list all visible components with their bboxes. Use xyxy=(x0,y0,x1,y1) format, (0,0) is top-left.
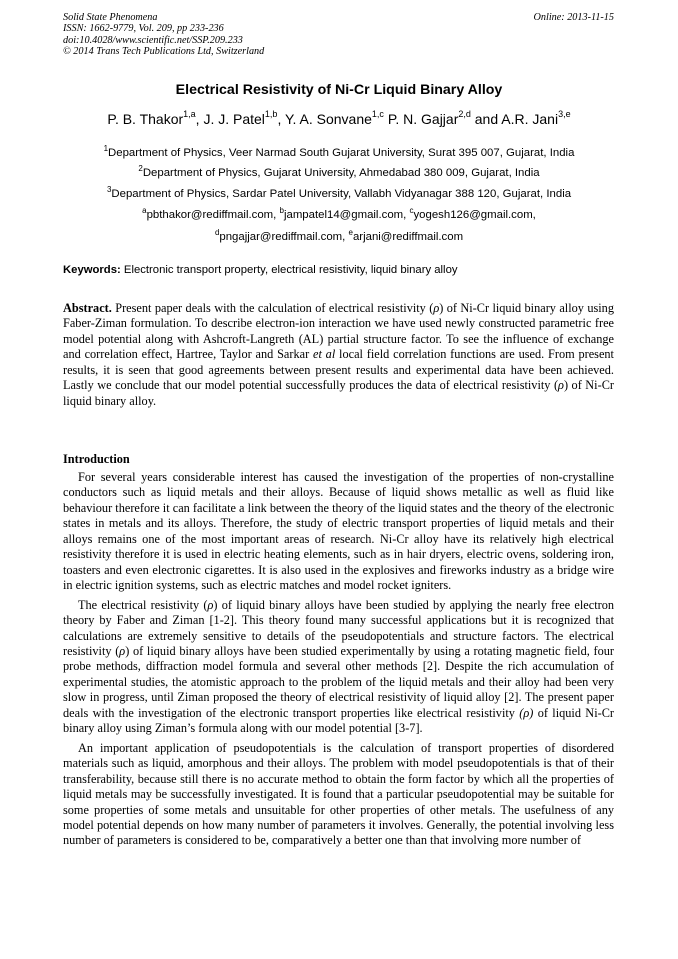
author-name: A.R. Jani xyxy=(501,111,559,127)
et-al: et al xyxy=(313,347,336,362)
email-sup: a xyxy=(142,206,147,215)
author-name: P. B. Thakor xyxy=(107,111,184,127)
issn-line: ISSN: 1662-9779, Vol. 209, pp 233-236 xyxy=(63,23,224,35)
email-sup: b xyxy=(279,206,284,215)
affiliation-text: Department of Physics, Sardar Patel University, Vallabh Vidyanagar 388 120, Gujarat, India xyxy=(111,188,572,200)
affiliation-sup: 2 xyxy=(138,164,143,173)
author-sep: and xyxy=(470,111,502,127)
journal-header xyxy=(63,12,264,57)
abstract-text: local field correlation functions are used. From present results, it is seen that good agreements between present results and experimental data have been achieved. Lastly we conclude that our model potential successfully produces the data of electrical resistivity ( xyxy=(63,347,614,393)
email-link[interactable]: arjani@rediffmail.com xyxy=(352,231,464,243)
author-name: P. N. Gajjar xyxy=(387,111,459,127)
online-date: Online: 2013-11-15 xyxy=(533,12,614,23)
affiliation-text: Department of Physics, Veer Narmad South Gujarat University, Surat 395 007, Gujarat, India xyxy=(108,147,575,159)
rho-symbol: ρ xyxy=(433,301,440,315)
author-sup: 3,e xyxy=(558,109,571,119)
email-sup: e xyxy=(348,228,353,237)
email-line-2 xyxy=(0,228,678,243)
introduction-body xyxy=(63,470,614,849)
author-name: J. J. Patel xyxy=(203,111,265,127)
keywords-label: Keywords: xyxy=(63,264,121,276)
abstract xyxy=(63,301,614,409)
abstract-paragraph xyxy=(63,301,614,409)
keywords-text: Electronic transport property, electrical resistivity, liquid binary alloy xyxy=(120,264,458,276)
paragraph-text: ) of liquid binary alloys have been studied experimentally by using a rotating magnetic field, four probe methods, diffraction model formula and several other methods [2]. Despite the rich accumulation of experimental studies, the atomistic approach to the problem of the liquid metals and their alloy had been very slow in progress, until Ziman proposed the theory of electrical resistivity of liquid alloy [2]. The present paper deals with the investigation of the electronic transport properties like electrical resistivity xyxy=(63,643,614,720)
section-heading-introduction: Introduction xyxy=(63,452,130,466)
email-link[interactable]: pbthakor@rediffmail.com, xyxy=(146,209,280,221)
affiliation-sup: 3 xyxy=(106,185,112,194)
intro-paragraph-1: For several years considerable interest has caused the investigation of the properties of non-crystalline conductors such as liquid metals and their alloys. Because of liquid shows metallic as well as fluid like behaviour therefore it can facilitate a link between the theory of the liquid states and the theory of the electronic states in metals and its alloys. Therefore, the study of electric transport properties of liquid metals and their alloys remains one of the most important areas of research. Ni-Cr alloy have its relatively high electrical resistivity therefore it is used in electric heating elements, such as in hair dryers, electric ovens, soldering iron, toasters and even electronic cigarettes. It is also used in the explosives and fireworks industry as a bridge wire in electric ignition systems, such as electric matches and model rocket igniters. xyxy=(63,470,614,593)
abstract-text: ) of Ni-Cr liquid binary alloy using Faber-Ziman formulation. To describe electron-ion interaction we have used newly constructed parametric free model potential along with Ashcroft-Langreth (AL) partial structure factor. To see the influence of exchange and correlation effect, Hartree, Taylor and Sarkar xyxy=(63,301,614,362)
copyright-line: © 2014 Trans Tech Publications Ltd, Switzerland xyxy=(63,45,265,57)
rho-symbol: ρ xyxy=(207,597,214,612)
author-sup: 1,a xyxy=(183,109,196,119)
abstract-text: ) of Ni-Cr liquid binary alloy. xyxy=(63,378,614,408)
email-sup: d xyxy=(214,228,220,237)
paragraph-text: The electrical resistivity ( xyxy=(78,597,208,612)
author-sep: , xyxy=(277,111,285,127)
author-sup: 1,b xyxy=(264,109,278,119)
abstract-label: Abstract. xyxy=(63,301,112,315)
affiliation-text: Department of Physics, Gujarat University, Ahmedabad 380 009, Gujarat, India xyxy=(142,167,540,179)
email-link[interactable]: jampatel14@gmail.com, xyxy=(283,209,410,221)
journal-name: Solid State Phenomena xyxy=(63,12,158,23)
affiliation-1 xyxy=(0,144,678,159)
affiliation-sup: 1 xyxy=(103,144,109,153)
author-sup: 2,d xyxy=(458,109,471,119)
affiliation-2 xyxy=(0,164,678,179)
affiliation-3 xyxy=(0,185,678,200)
email-line-1 xyxy=(0,206,678,221)
author-sep: , xyxy=(195,111,204,127)
rho-symbol: ρ xyxy=(119,643,126,658)
paragraph-text: ) of liquid binary alloys have been studied by applying the nearly free electron theory by Faber and Ziman [1-2]. This theory found many successful applications but it is recognized that calculations are extremely sensitive to details of the pseudopotentials and structure factors. The electrical resistivity ( xyxy=(63,597,614,658)
paragraph-text: of liquid Ni-Cr binary alloy using Ziman’s formula along with our model potential [3-7]. xyxy=(63,705,614,736)
email-link[interactable]: pngajjar@rediffmail.com, xyxy=(219,231,349,243)
author-sup: 1,c xyxy=(371,109,384,119)
email-link[interactable]: yogesh126@gmail.com, xyxy=(413,209,536,221)
email-sup: c xyxy=(409,206,414,215)
intro-paragraph-2 xyxy=(63,598,614,737)
rho-symbol: ρ xyxy=(558,378,564,393)
doi-line: doi:10.4028/www.scientific.net/SSP.209.233 xyxy=(63,34,243,46)
paper-title: Electrical Resistivity of Ni-Cr Liquid Binary Alloy xyxy=(175,82,503,98)
keywords xyxy=(63,264,458,276)
author-name: Y. A. Sonvane xyxy=(284,111,372,127)
intro-paragraph-3: An important application of pseudopotentials is the calculation of transport properties of disordered materials such as liquid, amorphous and their alloys. The problem with model pseudopotentials is that of their transferability, because still there is no accurate method to obtain the form factor by which all the properties of liquid metals may be successfully investigated. It is found that a particular pseudopotential may be suitable for some properties of some metals and unsuitable for other properties of other metals. The usefulness of any model potential depends on how many number of parameters it involves. Generally, the potential involving less number of parameters is considered to be, comparatively a better one than that involving more number of xyxy=(63,740,614,848)
author-list xyxy=(0,111,678,127)
rho-symbol: (ρ) xyxy=(519,705,534,720)
abstract-text: Present paper deals with the calculation of electrical resistivity ( xyxy=(111,301,434,315)
